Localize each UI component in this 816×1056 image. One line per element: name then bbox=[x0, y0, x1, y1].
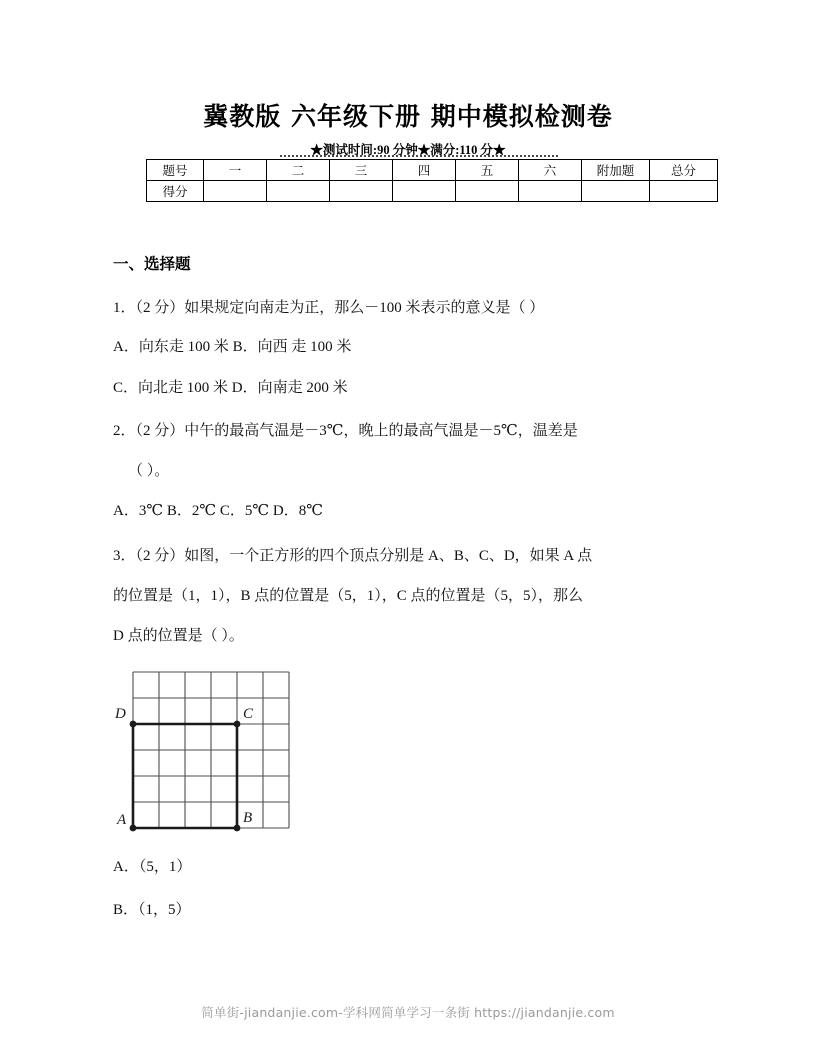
table-header-col-6: 六 bbox=[519, 160, 582, 181]
grid-diagram-svg bbox=[113, 660, 323, 850]
vertex-label-c: C bbox=[243, 706, 254, 722]
question-2-options-line-1[interactable]: A．3℃ B．2℃ C．5℃ D．8℃ bbox=[113, 503, 324, 519]
question-3-stem-line-2: 的位置是（1，1），B 点的位置是（5，1），C 点的位置是（5，5），那么 bbox=[113, 588, 584, 604]
table-row bbox=[147, 160, 718, 181]
table-header-col-1: 一 bbox=[204, 160, 267, 181]
grid-lines bbox=[133, 672, 289, 828]
score-cell-3[interactable] bbox=[330, 181, 393, 202]
table-header-col-total: 总分 bbox=[650, 160, 718, 181]
vertex-label-a: A bbox=[117, 812, 127, 828]
vertex-dot-d bbox=[130, 721, 137, 728]
score-table-container bbox=[146, 159, 718, 202]
score-cell-total[interactable] bbox=[650, 181, 718, 202]
table-header-col-2: 二 bbox=[267, 160, 330, 181]
vertex-dot-a bbox=[130, 825, 137, 832]
score-cell-5[interactable] bbox=[456, 181, 519, 202]
question-2-stem-line-1: 2．（2 分）中午的最高气温是－3℃，晚上的最高气温是－5℃，温差是 bbox=[113, 423, 578, 439]
score-cell-4[interactable] bbox=[393, 181, 456, 202]
exam-info-subtitle: ★测试时间:90 分钟★满分:110 分★ bbox=[310, 143, 506, 157]
vertex-label-b: B bbox=[243, 810, 253, 826]
score-cell-bonus[interactable] bbox=[582, 181, 650, 202]
table-header-col-bonus: 附加题 bbox=[582, 160, 650, 181]
table-header-col-3: 三 bbox=[330, 160, 393, 181]
vertex-dot-c bbox=[234, 721, 241, 728]
question-3-option-b[interactable]: B．（1，5） bbox=[113, 902, 191, 918]
vertex-dot-b bbox=[234, 825, 241, 832]
question-1-options-line-1[interactable]: A．向东走 100 米 B．向西 走 100 米 bbox=[113, 339, 352, 355]
question-3-stem-line-3: D 点的位置是（ ）。 bbox=[113, 628, 244, 644]
table-row bbox=[147, 181, 718, 202]
coordinate-grid-figure bbox=[113, 660, 323, 850]
table-header-score: 得分 bbox=[147, 181, 204, 202]
score-cell-1[interactable] bbox=[204, 181, 267, 202]
score-cell-2[interactable] bbox=[267, 181, 330, 202]
table-header-question-no: 题号 bbox=[147, 160, 204, 181]
score-table bbox=[146, 159, 718, 202]
footer-watermark: 简单街-jiandanjie.com-学科网简单学习一条街 https://jiandanjie.com bbox=[201, 1005, 615, 1020]
table-header-col-5: 五 bbox=[456, 160, 519, 181]
question-3-stem-line-1: 3．（2 分）如图，一个正方形的四个顶点分别是 A、B、C、D，如果 A 点 bbox=[113, 548, 593, 564]
section-heading-multiple-choice: 一、选择题 bbox=[113, 255, 191, 273]
question-3-option-a[interactable]: A．（5，1） bbox=[113, 859, 192, 875]
vertex-label-d: D bbox=[115, 706, 126, 722]
question-1-stem: 1．（2 分）如果规定向南走为正，那么－100 米表示的意义是（ ） bbox=[113, 300, 545, 316]
question-1-options-line-2[interactable]: C．向北走 100 米 D．向南走 200 米 bbox=[113, 380, 348, 396]
score-cell-6[interactable] bbox=[519, 181, 582, 202]
question-2-stem-line-2: （ ）。 bbox=[128, 463, 170, 479]
page-title: 冀教版 六年级下册 期中模拟检测卷 bbox=[203, 102, 613, 131]
table-header-col-4: 四 bbox=[393, 160, 456, 181]
